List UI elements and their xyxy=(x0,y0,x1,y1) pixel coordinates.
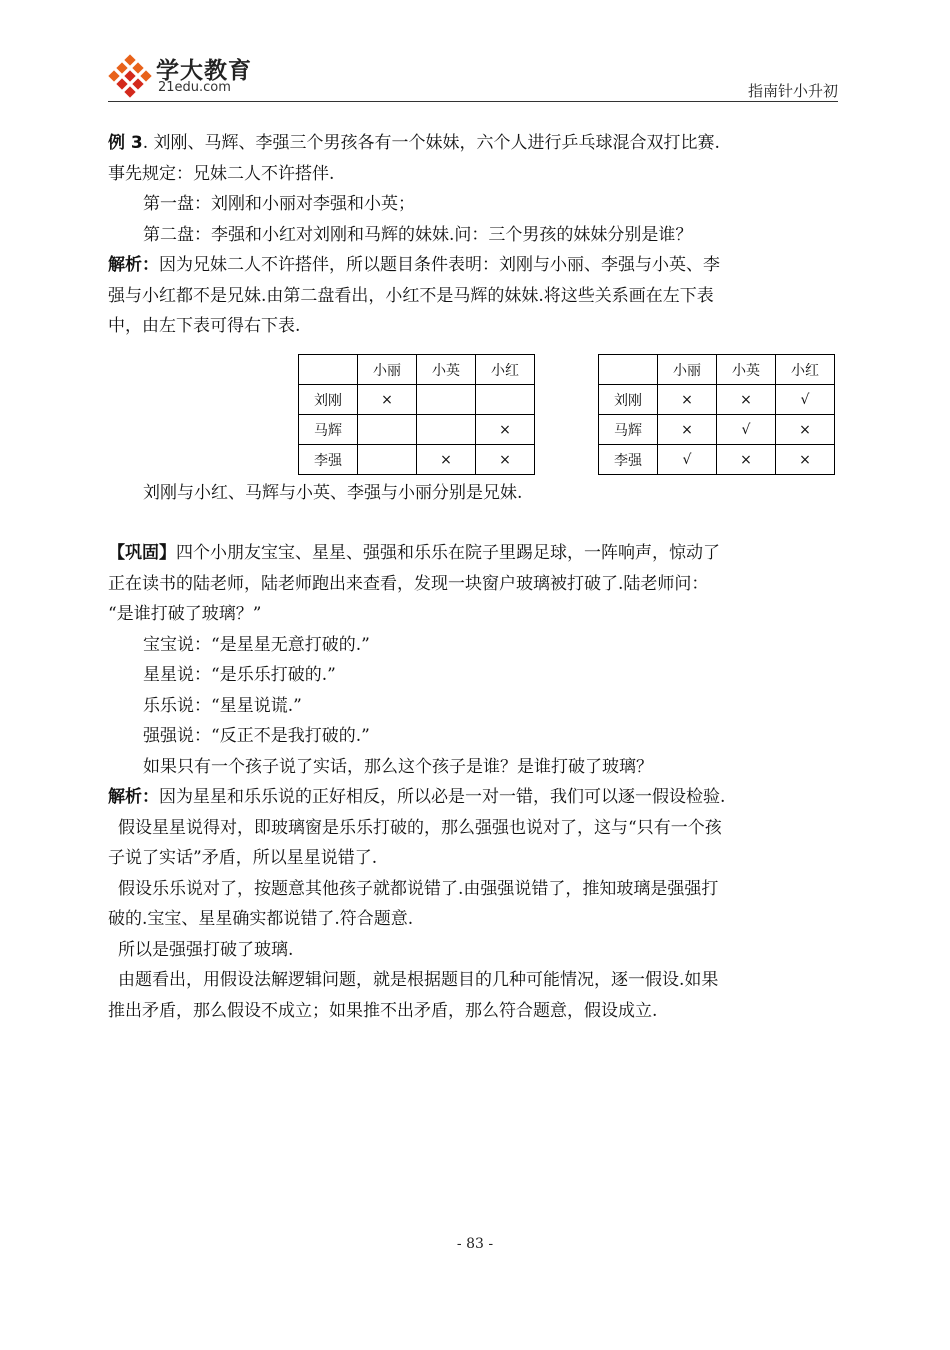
table-cell: × xyxy=(476,445,535,475)
table-cell: 刘刚 xyxy=(599,385,658,415)
table-cell: 小英 xyxy=(717,355,776,385)
table-header-row xyxy=(299,355,535,385)
table-cell: × xyxy=(776,445,835,475)
table-cell: × xyxy=(658,385,717,415)
practice-analysis-5: 破的.宝宝、星星确实都说错了.符合题意. xyxy=(108,909,414,929)
example-conclusion: 刘刚与小红、马辉与小英、李强与小丽分别是兄妹. xyxy=(143,482,523,503)
table-header-row xyxy=(599,355,835,385)
table-cell: 刘刚 xyxy=(299,385,358,415)
example-line-3: 第一盘：刘刚和小丽对李强和小英； xyxy=(143,194,415,214)
main-content xyxy=(108,128,838,1026)
practice-line-5: 星星说：“是乐乐打破的.” xyxy=(143,665,336,685)
table-cell: √ xyxy=(717,415,776,445)
table-cell: 小红 xyxy=(476,355,535,385)
practice-analysis-2: 假设星星说得对，即玻璃窗是乐乐打破的，那么强强也说对了，这与“只有一个孩 xyxy=(118,817,722,838)
practice-line-6: 乐乐说：“星星说谎.” xyxy=(143,695,302,716)
example-line-2: 事先规定：兄妹二人不许搭伴. xyxy=(108,163,335,184)
practice-line-8: 如果只有一个孩子说了实话，那么这个孩子是谁？是谁打破了玻璃？ xyxy=(143,756,653,777)
practice-analysis-4: 假设乐乐说对了，按题意其他孩子就都说错了.由强强说错了，推知玻璃是强强打 xyxy=(118,878,719,899)
analysis-label: 解析： xyxy=(108,255,159,275)
table-row xyxy=(299,385,535,415)
table-cell: × xyxy=(417,445,476,475)
table-cell: × xyxy=(717,445,776,475)
practice-analysis-1: 解析：因为星星和乐乐说的正好相反，所以必是一对一错，我们可以逐一假设检验. xyxy=(108,787,726,807)
table-cell: 李强 xyxy=(599,445,658,475)
table-row xyxy=(599,445,835,475)
table-cell: × xyxy=(358,385,417,415)
table-cell: √ xyxy=(658,445,717,475)
page-number: - 83 - xyxy=(456,1236,494,1252)
table-cell: 李强 xyxy=(299,445,358,475)
table-cell: × xyxy=(717,385,776,415)
table-cell xyxy=(599,355,658,385)
table-row xyxy=(599,415,835,445)
practice-analysis-8: 推出矛盾，那么假设不成立；如果推不出矛盾，那么符合题意，假设成立. xyxy=(108,1000,658,1021)
table-cell xyxy=(358,445,417,475)
table-cell: × xyxy=(476,415,535,445)
table-row xyxy=(299,445,535,475)
practice-label: 【巩固】 xyxy=(108,543,176,563)
table-row xyxy=(599,385,835,415)
table-cell: × xyxy=(658,415,717,445)
analysis-line-2: 强与小红都不是兄妹.由第二盘看出，小红不是马辉的妹妹.将这些关系画在左下表 xyxy=(108,285,714,306)
analysis-line-3: 中，由左下表可得右下表. xyxy=(108,316,301,336)
practice-line-7: 强强说：“反正不是我打破的.” xyxy=(143,726,370,746)
right-table xyxy=(598,354,835,475)
table-cell: 马辉 xyxy=(299,415,358,445)
page-header xyxy=(108,50,838,102)
table-cell: 小丽 xyxy=(358,355,417,385)
table-row xyxy=(299,415,535,445)
table-cell: × xyxy=(776,415,835,445)
table-cell xyxy=(417,415,476,445)
table-cell xyxy=(358,415,417,445)
practice-analysis-3: 子说了实话”矛盾，所以星星说错了. xyxy=(108,848,378,868)
table-cell: 小丽 xyxy=(658,355,717,385)
practice-line-3: “是谁打破了玻璃？” xyxy=(108,604,262,624)
logo-url: 21edu.com xyxy=(158,80,231,95)
practice-analysis-label: 解析： xyxy=(108,787,159,807)
practice-line-1: 【巩固】四个小朋友宝宝、星星、强强和乐乐在院子里踢足球，一阵响声，惊动了 xyxy=(108,543,720,563)
table-cell xyxy=(417,385,476,415)
logo-text: 学大教育 xyxy=(156,58,252,84)
analysis-line-1: 解析：因为兄妹二人不许搭伴，所以题目条件表明：刘刚与小丽、李强与小英、李 xyxy=(108,255,720,275)
header-divider xyxy=(108,101,838,102)
practice-line-4: 宝宝说：“是星星无意打破的.” xyxy=(143,634,370,655)
header-title: 指南针小升初 xyxy=(747,82,838,100)
example-line-4: 第二盘：李强和小红对刘刚和马辉的妹妹.问：三个男孩的妹妹分别是谁？ xyxy=(143,224,693,245)
practice-analysis-7: 由题看出，用假设法解逻辑问题，就是根据题目的几种可能情况，逐一假设.如果 xyxy=(118,970,719,990)
example-line-1: 例 3. 刘刚、马辉、李强三个男孩各有一个妹妹，六个人进行乒乓球混合双打比赛. xyxy=(108,133,720,153)
practice-line-2: 正在读书的陆老师，陆老师跑出来查看，发现一块窗户玻璃被打破了.陆老师问： xyxy=(108,573,709,594)
relationship-tables xyxy=(298,354,838,480)
spacer xyxy=(108,508,838,538)
left-table xyxy=(298,354,535,475)
example-label: 例 3 xyxy=(108,133,143,153)
table-cell: 小英 xyxy=(417,355,476,385)
table-cell: 马辉 xyxy=(599,415,658,445)
table-cell: √ xyxy=(776,385,835,415)
logo-icon xyxy=(108,54,152,98)
table-cell xyxy=(476,385,535,415)
practice-analysis-6: 所以是强强打破了玻璃. xyxy=(118,939,294,960)
table-cell: 小红 xyxy=(776,355,835,385)
table-cell xyxy=(299,355,358,385)
